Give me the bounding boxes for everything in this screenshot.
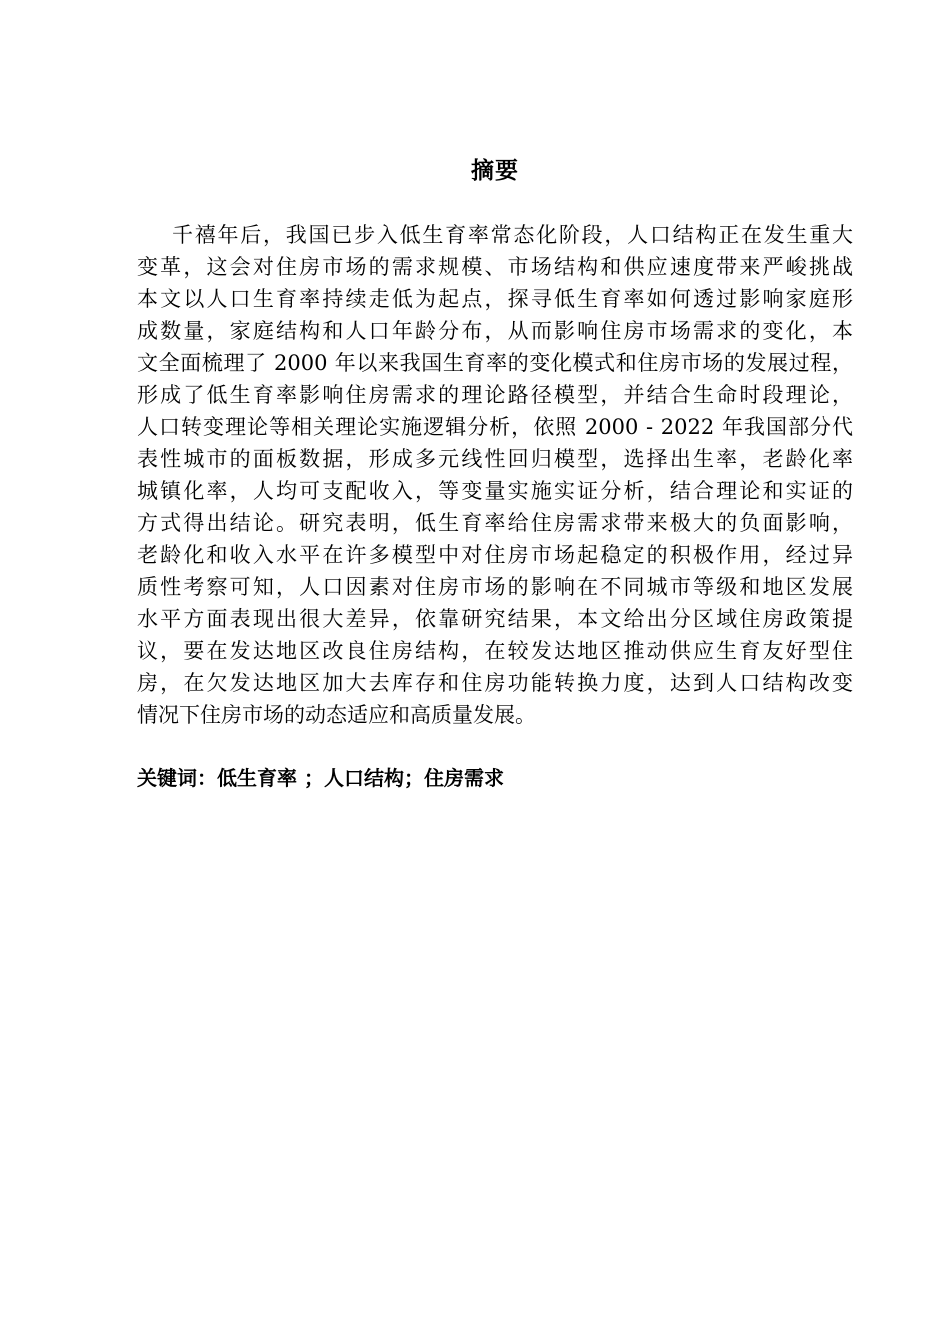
abstract-line: 形成了低生育率影响住房需求的理论路径模型，并结合生命时段理论， <box>137 383 853 407</box>
abstract-line: 变革，这会对住房市场的需求规模、市场结构和供应速度带来严峻挑战 <box>137 255 853 279</box>
abstract-line: 房，在欠发达地区加大去库存和住房功能转换力度，达到人口结构改变 <box>137 671 853 695</box>
abstract-line: 城镇化率，人均可支配收入，等变量实施实证分析，结合理论和实证的 <box>137 479 853 503</box>
abstract-line: 人口转变理论等相关理论实施逻辑分析，依照 2000 - 2022 年我国部分代 <box>137 415 853 439</box>
keywords-line: 关键词：低生育率 ；人口结构；住房需求 <box>137 766 504 790</box>
abstract-line: 方式得出结论。研究表明，低生育率给住房需求带来极大的负面影响， <box>137 511 853 535</box>
abstract-title: 摘要 <box>471 158 519 184</box>
abstract-line: 议，要在发达地区改良住房结构，在较发达地区推动供应生育友好型住 <box>137 639 853 663</box>
abstract-body <box>137 219 853 731</box>
abstract-line: 本文以人口生育率持续走低为起点，探寻低生育率如何透过影响家庭形 <box>137 287 853 311</box>
abstract-line: 表性城市的面板数据，形成多元线性回归模型，选择出生率，老龄化率 <box>137 447 853 471</box>
abstract-line: 老龄化和收入水平在许多模型中对住房市场起稳定的积极作用，经过异 <box>137 543 853 567</box>
abstract-line: 情况下住房市场的动态适应和高质量发展。 <box>137 703 536 727</box>
abstract-line: 水平方面表现出很大差异，依靠研究结果，本文给出分区域住房政策提 <box>137 607 853 631</box>
abstract-line: 质性考察可知，人口因素对住房市场的影响在不同城市等级和地区发展 <box>137 575 853 599</box>
abstract-line: 文全面梳理了 2000 年以来我国生育率的变化模式和住房市场的发展过程， <box>137 351 853 375</box>
abstract-line: 千禧年后，我国已步入低生育率常态化阶段，人口结构正在发生重大 <box>172 223 853 247</box>
abstract-line: 成数量，家庭结构和人口年龄分布，从而影响住房市场需求的变化，本 <box>137 319 853 343</box>
